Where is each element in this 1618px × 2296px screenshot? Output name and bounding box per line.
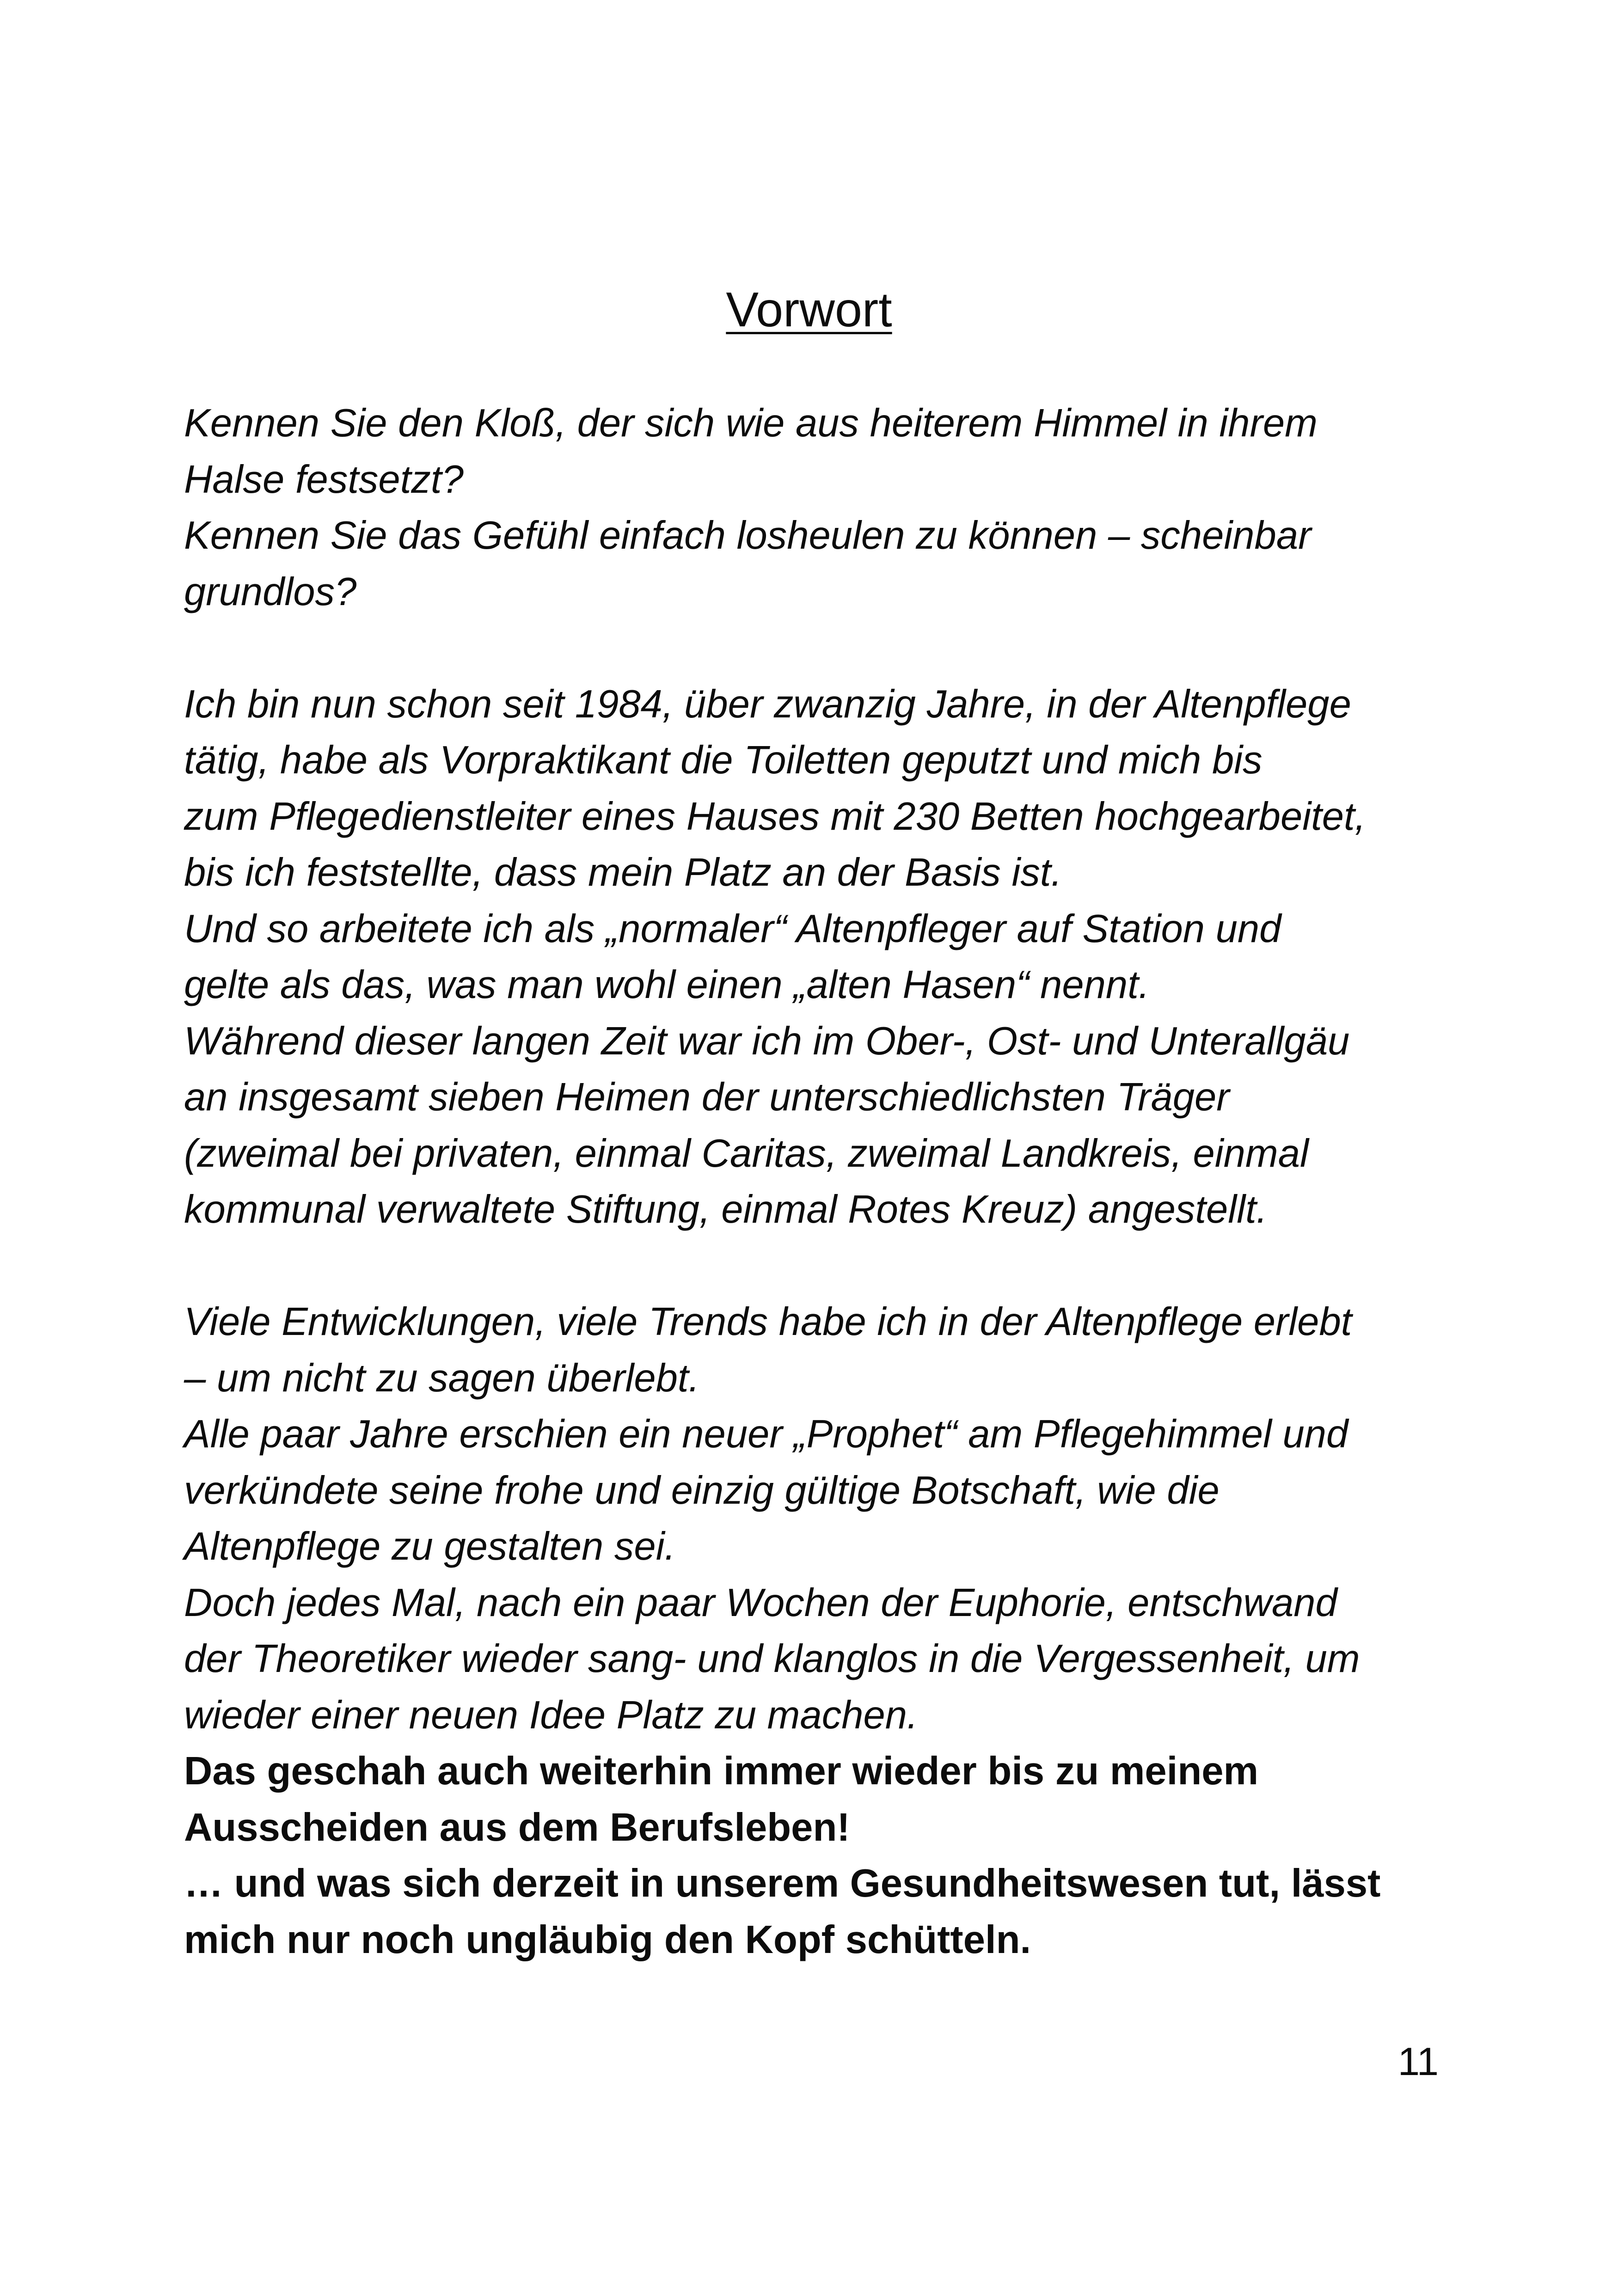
paragraph-gap (184, 1238, 1460, 1294)
paragraph-gap (184, 620, 1460, 676)
text-line: tätig, habe als Vorpraktikant die Toiletten geputzt und mich bis (184, 738, 1263, 782)
text-line: Und so arbeitete ich als „normaler“ Altenpfleger auf Station und (184, 906, 1281, 951)
text-line: Ich bin nun schon seit 1984, über zwanzig Jahre, in der Altenpflege (184, 682, 1351, 726)
text-line: Kennen Sie das Gefühl einfach losheulen zu können – scheinbar (184, 514, 1312, 557)
text-line: mich nur noch ungläubig den Kopf schütteln. (184, 1917, 1031, 1962)
text-line: bis ich feststellte, dass mein Platz an der Basis ist. (184, 851, 1062, 894)
text-line: Alle paar Jahre erschien ein neuer „Prophet“ am Pflegehimmel und (184, 1412, 1348, 1456)
text-line: (zweimal bei privaten, einmal Caritas, zweimal Landkreis, einmal (184, 1131, 1309, 1176)
text-line: Doch jedes Mal, nach ein paar Wochen der Euphorie, entschwand (184, 1580, 1337, 1625)
paragraph-1 (184, 395, 1460, 620)
paragraph-4-bold (184, 1743, 1460, 1968)
text-line: Während dieser langen Zeit war ich im Ober-, Ost- und Unterallgäu (184, 1019, 1350, 1063)
text-line: zum Pflegedienstleiter eines Hauses mit 230 Betten hochgearbeitet, (184, 794, 1366, 839)
text-line: an insgesamt sieben Heimen der unterschiedlichsten Träger (184, 1075, 1230, 1119)
text-line: Ausscheiden aus dem Berufsleben! (184, 1805, 850, 1849)
text-line: Das geschah auch weiterhin immer wieder bis zu meinem (184, 1749, 1259, 1793)
page-number: 11 (1397, 2040, 1439, 2084)
text-line: – um nicht zu sagen überlebt. (184, 1356, 700, 1400)
paragraph-2 (184, 676, 1460, 1238)
page-title: Vorwort (726, 282, 892, 337)
body-text (184, 395, 1460, 1968)
text-line: Halse festsetzt? (184, 457, 464, 502)
text-line: … und was sich derzeit in unserem Gesundheitswesen tut, lässt (184, 1861, 1381, 1905)
text-line: Viele Entwicklungen, viele Trends habe ich in der Altenpflege erlebt (184, 1300, 1352, 1344)
paragraph-3 (184, 1294, 1460, 1743)
text-line: verkündete seine frohe und einzig gültige Botschaft, wie die (184, 1468, 1220, 1512)
text-line: gelte als das, was man wohl einen „alten Hasen“ nennt. (184, 963, 1150, 1007)
text-line: der Theoretiker wieder sang- und klanglos in die Vergessenheit, um (184, 1637, 1360, 1681)
text-line: grundlos? (184, 569, 357, 614)
text-line: Kennen Sie den Kloß, der sich wie aus heiterem Himmel in ihrem (184, 401, 1318, 445)
text-line: Altenpflege zu gestalten sei. (184, 1525, 676, 1568)
text-line: wieder einer neuen Idee Platz zu machen. (184, 1693, 918, 1737)
text-line: kommunal verwaltete Stiftung, einmal Rotes Kreuz) angestellt. (184, 1188, 1268, 1231)
